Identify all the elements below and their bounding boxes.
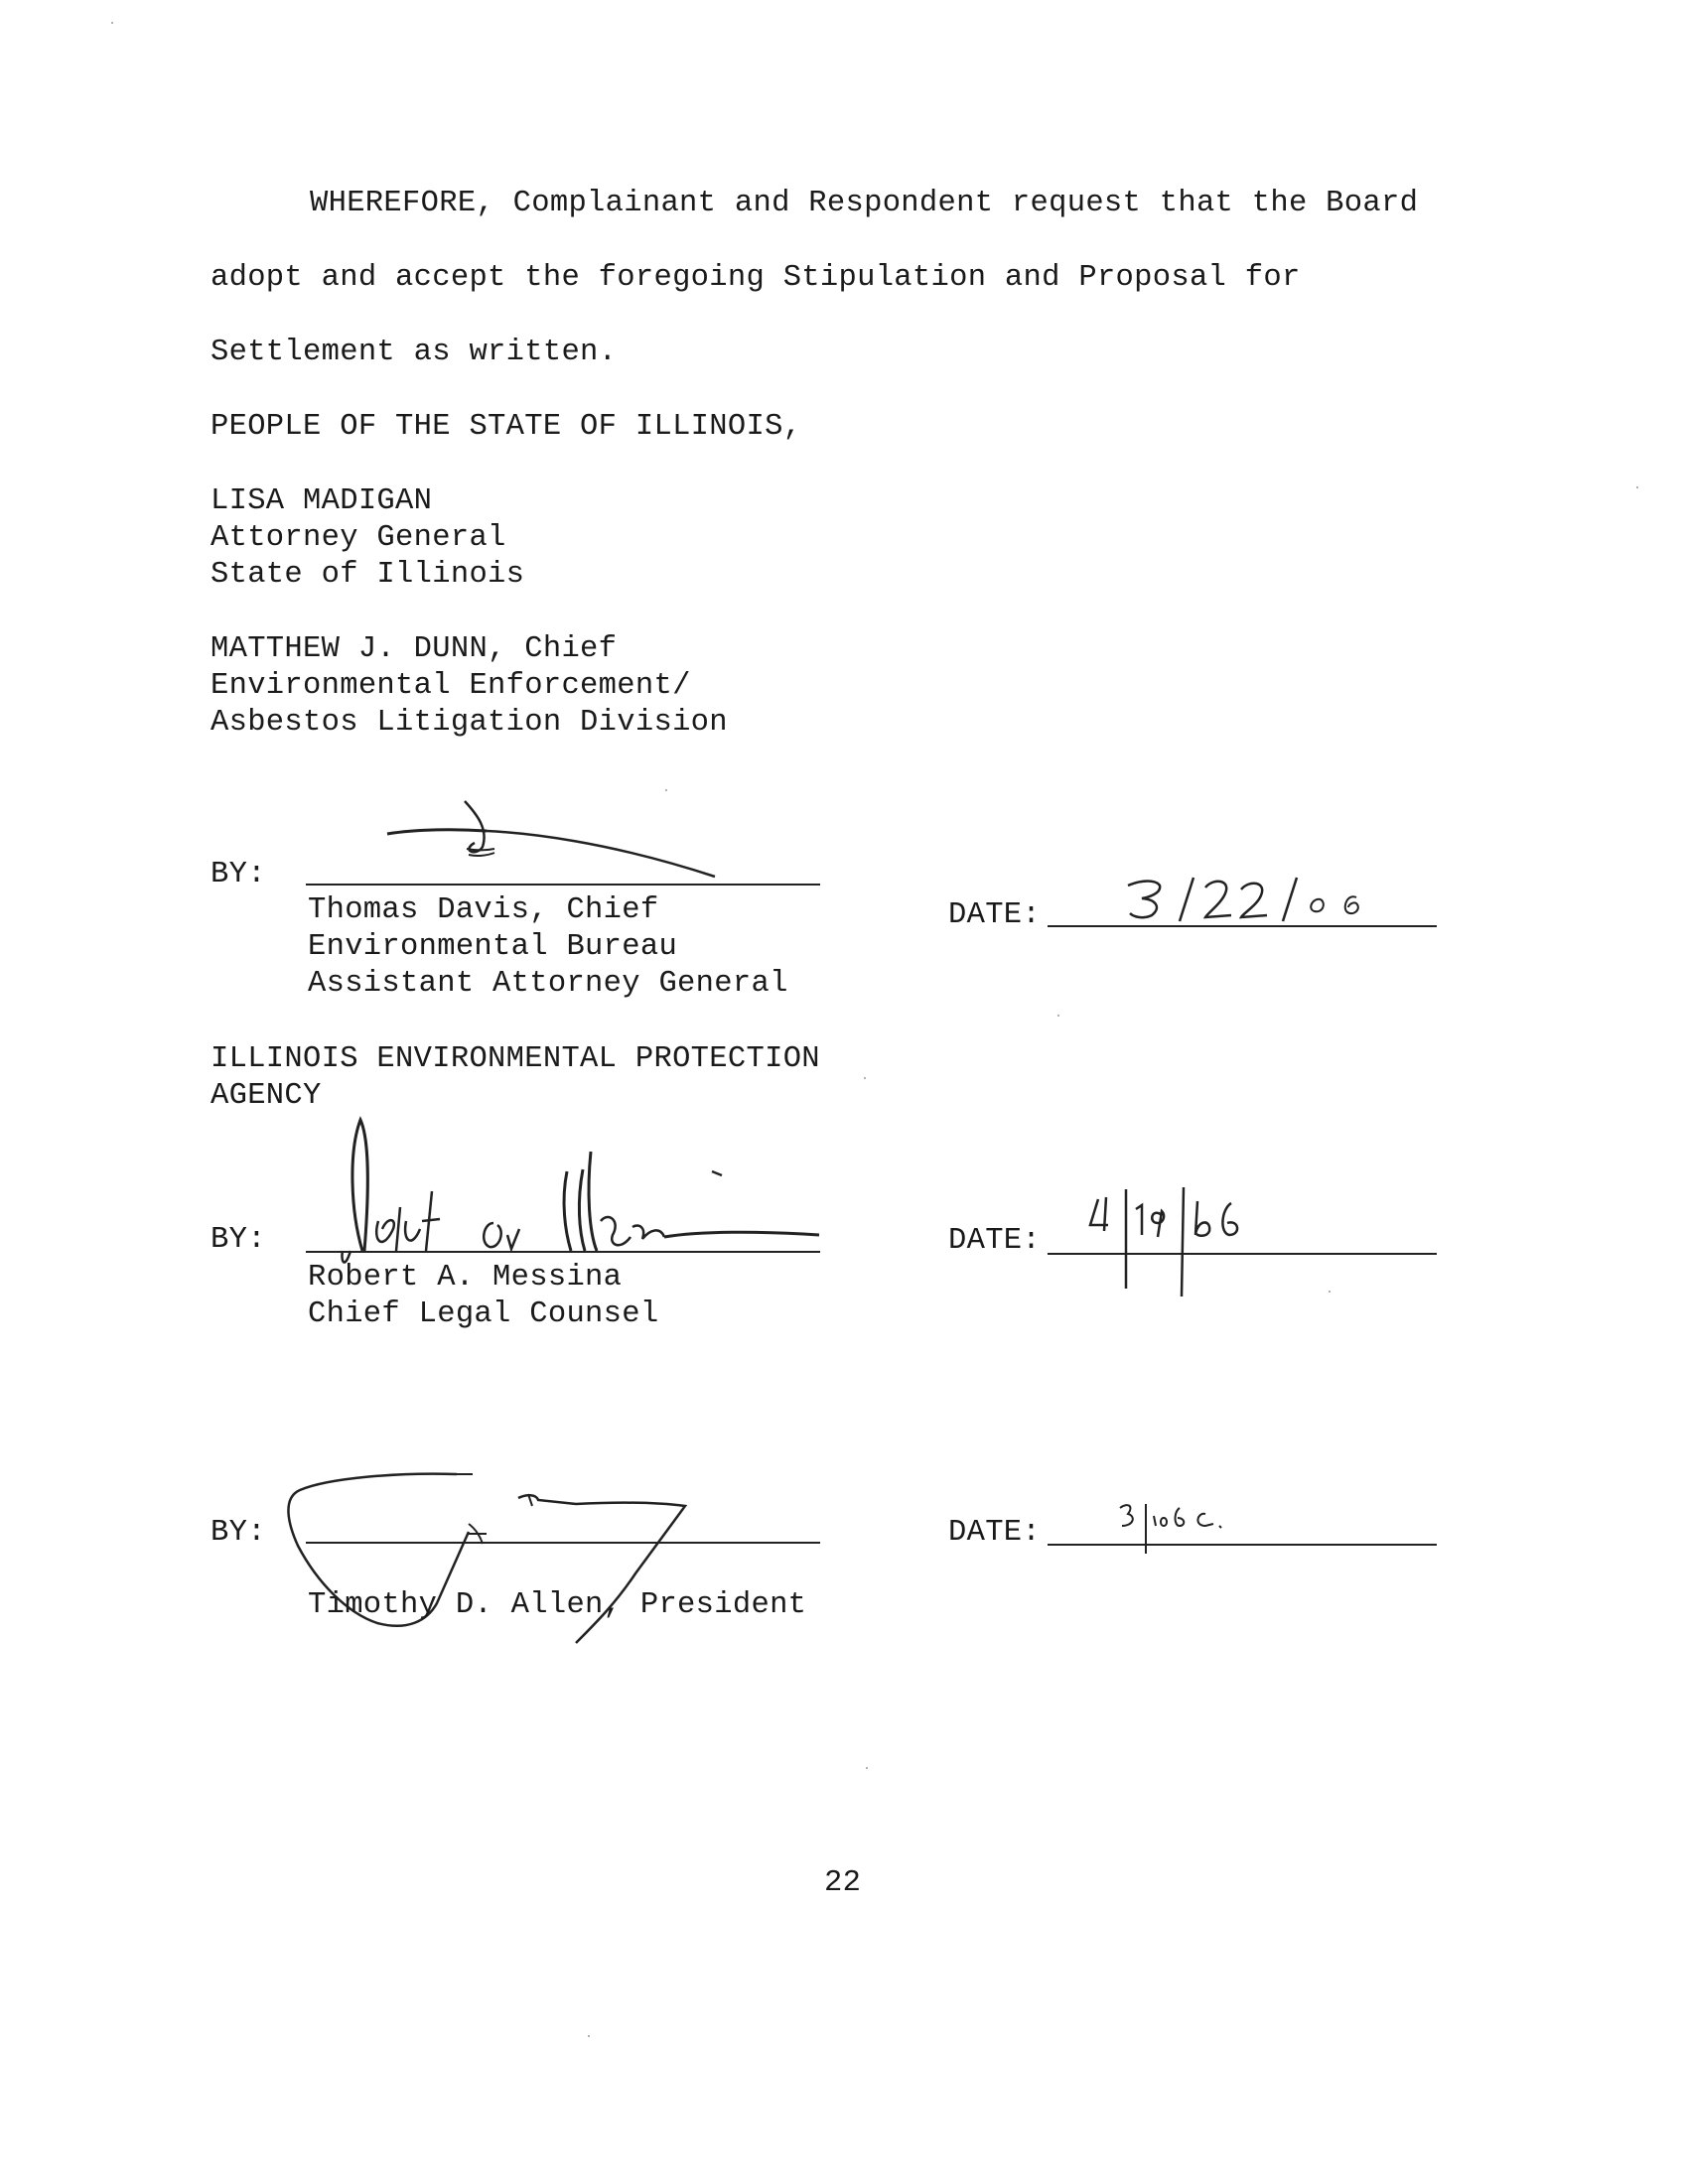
by-label: BY:	[210, 1223, 266, 1257]
page-number: 22	[824, 1866, 862, 1900]
signature-allen	[278, 1454, 695, 1653]
people-heading: PEOPLE OF THE STATE OF ILLINOIS,	[210, 410, 802, 444]
date-label: DATE:	[948, 1224, 1042, 1258]
paragraph-line-2: adopt and accept the foregoing Stipulation and Proposal for	[210, 261, 1301, 295]
agency-line-1: ILLINOIS ENVIRONMENTAL PROTECTION	[210, 1042, 820, 1076]
signer-title: Assistant Attorney General	[308, 967, 788, 1001]
signature-davis	[377, 789, 725, 888]
date-handwritten-allen	[1112, 1494, 1271, 1573]
division-line-3: Asbestos Litigation Division	[210, 706, 728, 740]
date-handwritten-messina	[1082, 1179, 1281, 1298]
signer-title: Environmental Bureau	[308, 930, 678, 964]
date-handwritten-davis	[1122, 864, 1420, 933]
date-label: DATE:	[948, 1516, 1042, 1550]
scan-speck	[866, 1767, 868, 1769]
scan-speck	[1329, 1291, 1331, 1293]
signer-name: Timothy D. Allen, President	[308, 1588, 807, 1622]
attorney-general-name: LISA MADIGAN	[210, 484, 433, 518]
by-label: BY:	[210, 858, 266, 891]
scan-speck	[665, 789, 667, 791]
scan-speck	[1057, 1015, 1059, 1017]
agency-line-2: AGENCY	[210, 1079, 322, 1113]
scan-speck	[864, 1077, 866, 1079]
date-label: DATE:	[948, 898, 1042, 932]
attorney-general-state: State of Illinois	[210, 558, 525, 592]
signer-title: Chief Legal Counsel	[308, 1297, 659, 1331]
attorney-general-title: Attorney General	[210, 521, 506, 555]
signer-name: Robert A. Messina	[308, 1261, 623, 1295]
paragraph-line-3: Settlement as written.	[210, 336, 618, 369]
scan-speck	[1636, 486, 1638, 488]
signer-name: Thomas Davis, Chief	[308, 893, 659, 927]
paragraph-line-1: WHEREFORE, Complainant and Respondent request that the Board	[310, 187, 1419, 220]
scan-speck	[588, 2035, 590, 2037]
by-label: BY:	[210, 1516, 266, 1550]
division-line-2: Environmental Enforcement/	[210, 669, 691, 703]
division-chief-name: MATTHEW J. DUNN, Chief	[210, 632, 618, 666]
scan-speck	[111, 22, 113, 24]
